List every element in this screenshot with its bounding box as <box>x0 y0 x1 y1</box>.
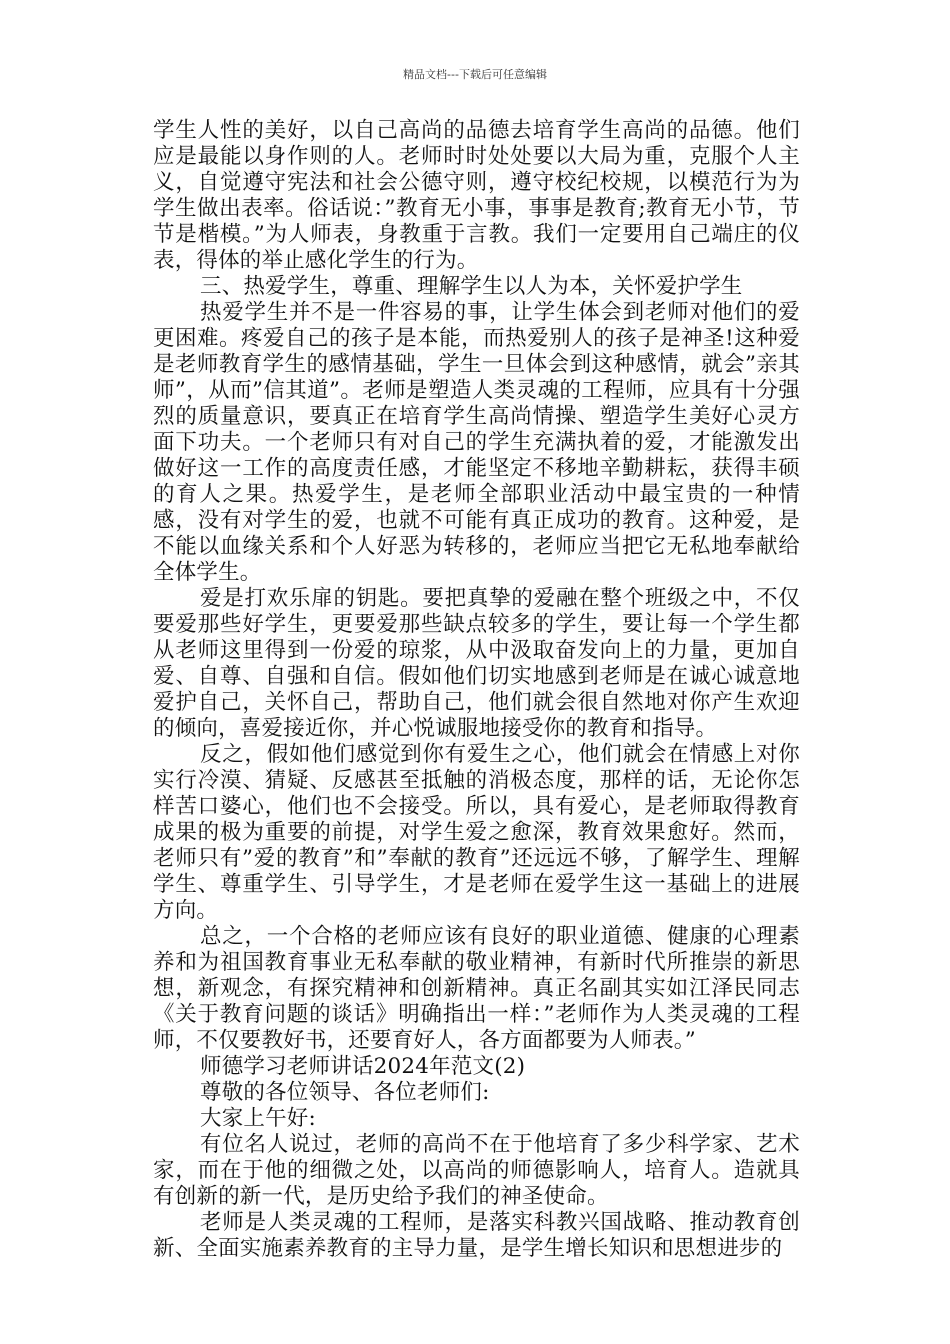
greeting: 大家上午好: <box>200 1106 316 1131</box>
page-header: 精品文档---下载后可任意编辑 <box>403 68 547 81</box>
document-body <box>153 118 800 1262</box>
paragraph: 反之，假如他们感觉到你有爱生之心，他们就会在情感上对你实行冷漠、猜疑、反感甚至抵触的消极态度，那样的话，无论你怎样苦口婆心，他们也不会接受。所以，具有爱心，是老师取得教育成果的极为重要的前提，对学生爱之愈深，教育效果愈好。然而，老师只有”爱的教育”和”奉献的教育”还远远不够，了解学生、理解学生、尊重学生、引导学生，才是老师在爱学生这一基础上的进展方向。 <box>153 742 800 923</box>
section-heading: 三、热爱学生，尊重、理解学生以人为本，关怀爱护学生 <box>200 274 743 299</box>
paragraph: 有位名人说过，老师的高尚不在于他培育了多少科学家、艺术家，而在于他的细微之处，以高尚的师德影响人，培育人。造就具有创新的新一代，是历史给予我们的神圣使命。 <box>153 1132 800 1209</box>
speech-title: 师德学习老师讲话2024年范文(2) <box>200 1054 526 1079</box>
salutation: 尊敬的各位领导、各位老师们: <box>200 1080 490 1105</box>
paragraph: 热爱学生并不是一件容易的事，让学生体会到老师对他们的爱更困难。疼爱自己的孩子是本能，而热爱别人的孩子是神圣!这种爱是老师教育学生的感情基础，学生一旦体会到这种感情，就会”亲其师”，从而”信其道”。老师是塑造人类灵魂的工程师，应具有十分强烈的质量意识，要真正在培育学生高尚情操、塑造学生美好心灵方面下功夫。一个老师只有对自己的学生充满执着的爱，才能激发出做好这一工作的高度责任感，才能坚定不移地辛勤耕耘，获得丰硕的育人之果。热爱学生，是老师全部职业活动中最宝贵的一种情感，没有对学生的爱，也就不可能有真正成功的教育。这种爱，是不能以血缘关系和个人好恶为转移的，老师应当把它无私地奉献给全体学生。 <box>153 300 800 585</box>
paragraph: 爱是打欢乐扉的钥匙。要把真挚的爱融在整个班级之中，不仅要爱那些好学生，更要爱那些缺点较多的学生，要让每一个学生都从老师这里得到一份爱的琼浆，从中汲取奋发向上的力量，更加自爱、自尊、自强和自信。假如他们切实地感到老师是在诚心诚意地爱护自己，关怀自己，帮助自己，他们就会很自然地对你产生欢迎的倾向，喜爱接近你，并心悦诚服地接受你的教育和指导。 <box>153 586 800 741</box>
paragraph: 学生人性的美好，以自己高尚的品德去培育学生高尚的品德。他们应是最能以身作则的人。老师时时处处要以大局为重，克服个人主义，自觉遵守宪法和社会公德守则，遵守校纪校规，以模范行为为学生做出表率。俗话说：”教育无小事，事事是教育;教育无小节，节节是楷模。”为人师表，身教重于言教。我们一定要用自己端庄的仪表，得体的举止感化学生的行为。 <box>153 118 800 273</box>
paragraph: 老师是人类灵魂的工程师，是落实科教兴国战略、推动教育创新、全面实施素养教育的主导力量，是学生增长知识和思想进步的 <box>153 1210 800 1261</box>
paragraph: 总之，一个合格的老师应该有良好的职业道德、健康的心理素养和为祖国教育事业无私奉献的敬业精神，有新时代所推崇的新思想，新观念，有探究精神和创新精神。真正名副其实如江泽民同志《关于教育问题的谈话》明确指出一样：”老师作为人类灵魂的工程师，不仅要教好书，还要育好人，各方面都要为人师表。” <box>153 924 800 1053</box>
